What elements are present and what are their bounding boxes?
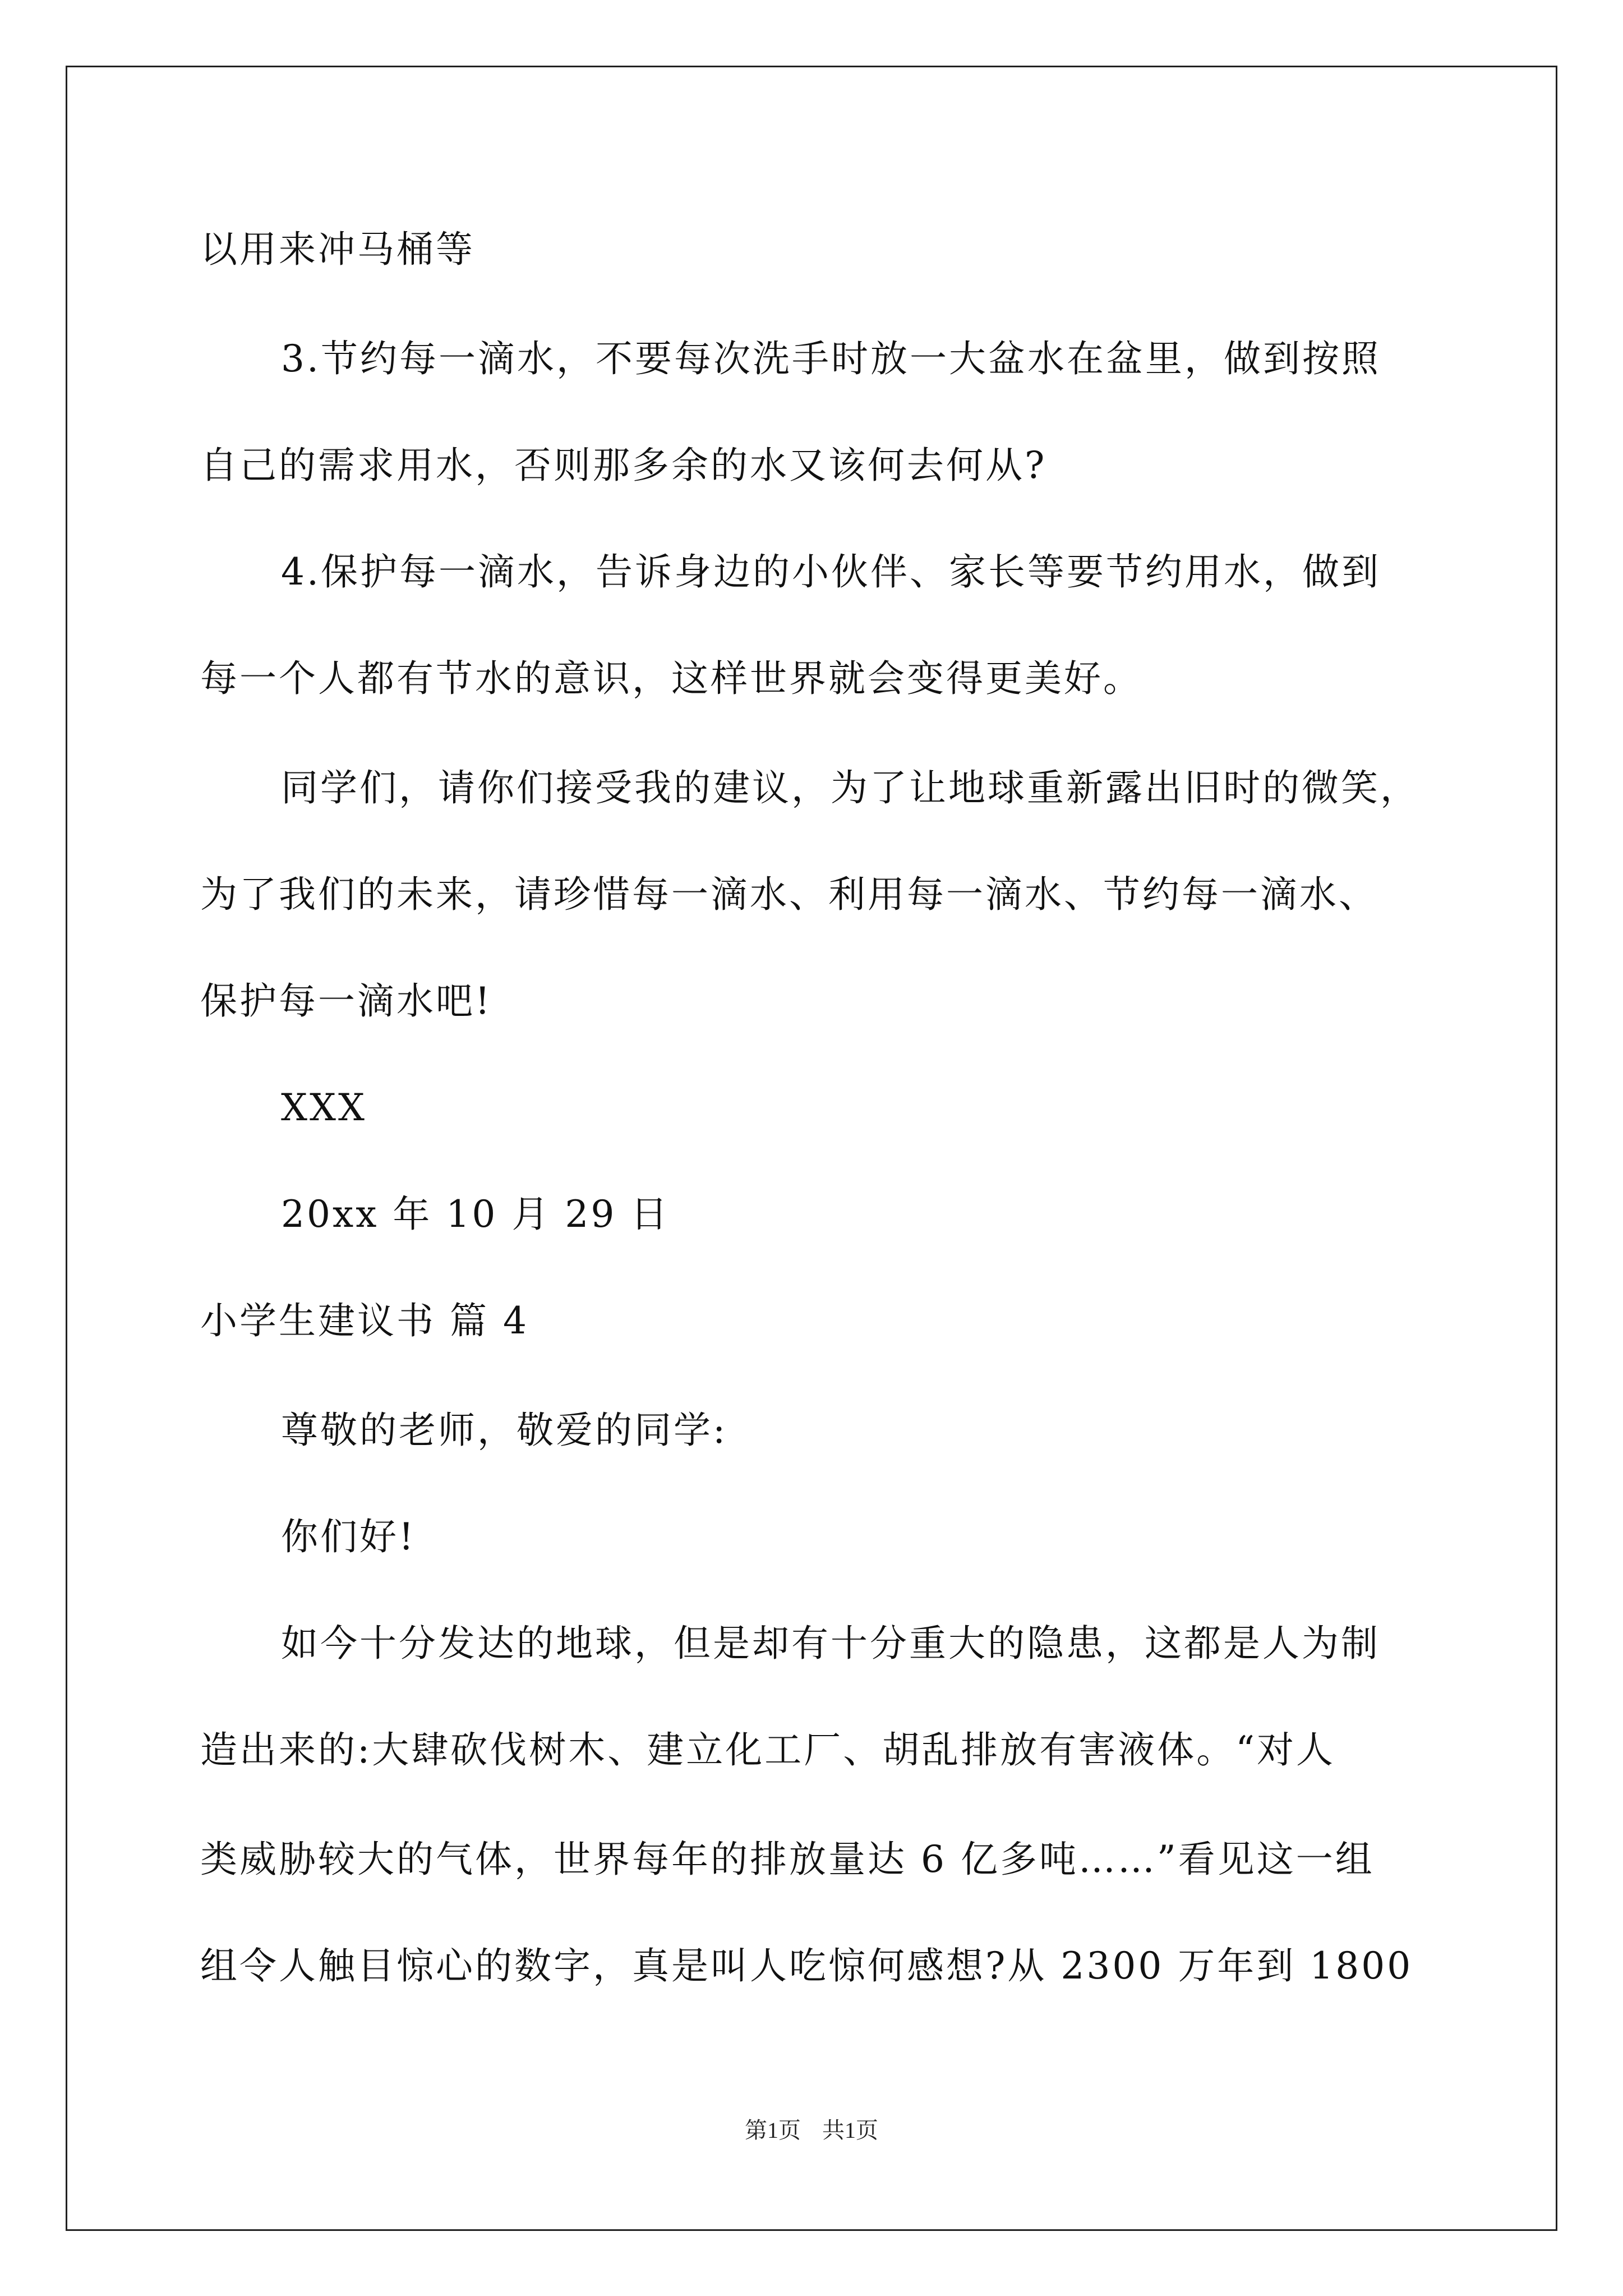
- text-line: 以用来冲马桶等: [200, 228, 475, 271]
- text-line: 3.节约每一滴水，不要每次洗手时放一大盆水在盆里，做到按照: [281, 337, 1381, 380]
- text-line: 自己的需求用水，否则那多余的水又该何去何从?: [200, 444, 1047, 487]
- text-line: 如今十分发达的地球，但是却有十分重大的隐患，这都是人为制: [281, 1622, 1380, 1665]
- text-line: 组令人触目惊心的数字，真是叫人吃惊何感想?从 2300 万年到 1800: [200, 1944, 1413, 1987]
- page-number: 第1页: [745, 2118, 801, 2143]
- text-line: 为了我们的未来，请珍惜每一滴水、利用每一滴水、节约每一滴水、: [200, 873, 1378, 916]
- text-line: 4.保护每一滴水，告诉身边的小伙伴、家长等要节约用水，做到: [281, 550, 1381, 593]
- text-line: 造出来的:大肆砍伐树木、建立化工厂、胡乱排放有害液体。“对人: [200, 1728, 1335, 1772]
- salutation: 尊敬的老师，敬爱的同学:: [281, 1409, 728, 1452]
- page-total: 共1页: [822, 2118, 878, 2143]
- text-line: 每一个人都有节水的意识，这样世界就会变得更美好。: [200, 657, 1142, 700]
- text-line: 同学们，请你们接受我的建议，为了让地球重新露出旧时的微笑，: [281, 766, 1419, 809]
- page-footer: [0, 2116, 1623, 2145]
- greeting: 你们好!: [281, 1515, 416, 1558]
- page-border: [66, 66, 1557, 2231]
- signature: XXX: [281, 1086, 367, 1129]
- date: 20xx 年 10 月 29 日: [281, 1193, 670, 1236]
- text-line: 类威胁较大的气体，世界每年的排放量达 6 亿多吨……”看见这一组: [200, 1838, 1375, 1881]
- section-heading: 小学生建议书 篇 4: [200, 1299, 529, 1342]
- text-line: 保护每一滴水吧!: [200, 979, 492, 1023]
